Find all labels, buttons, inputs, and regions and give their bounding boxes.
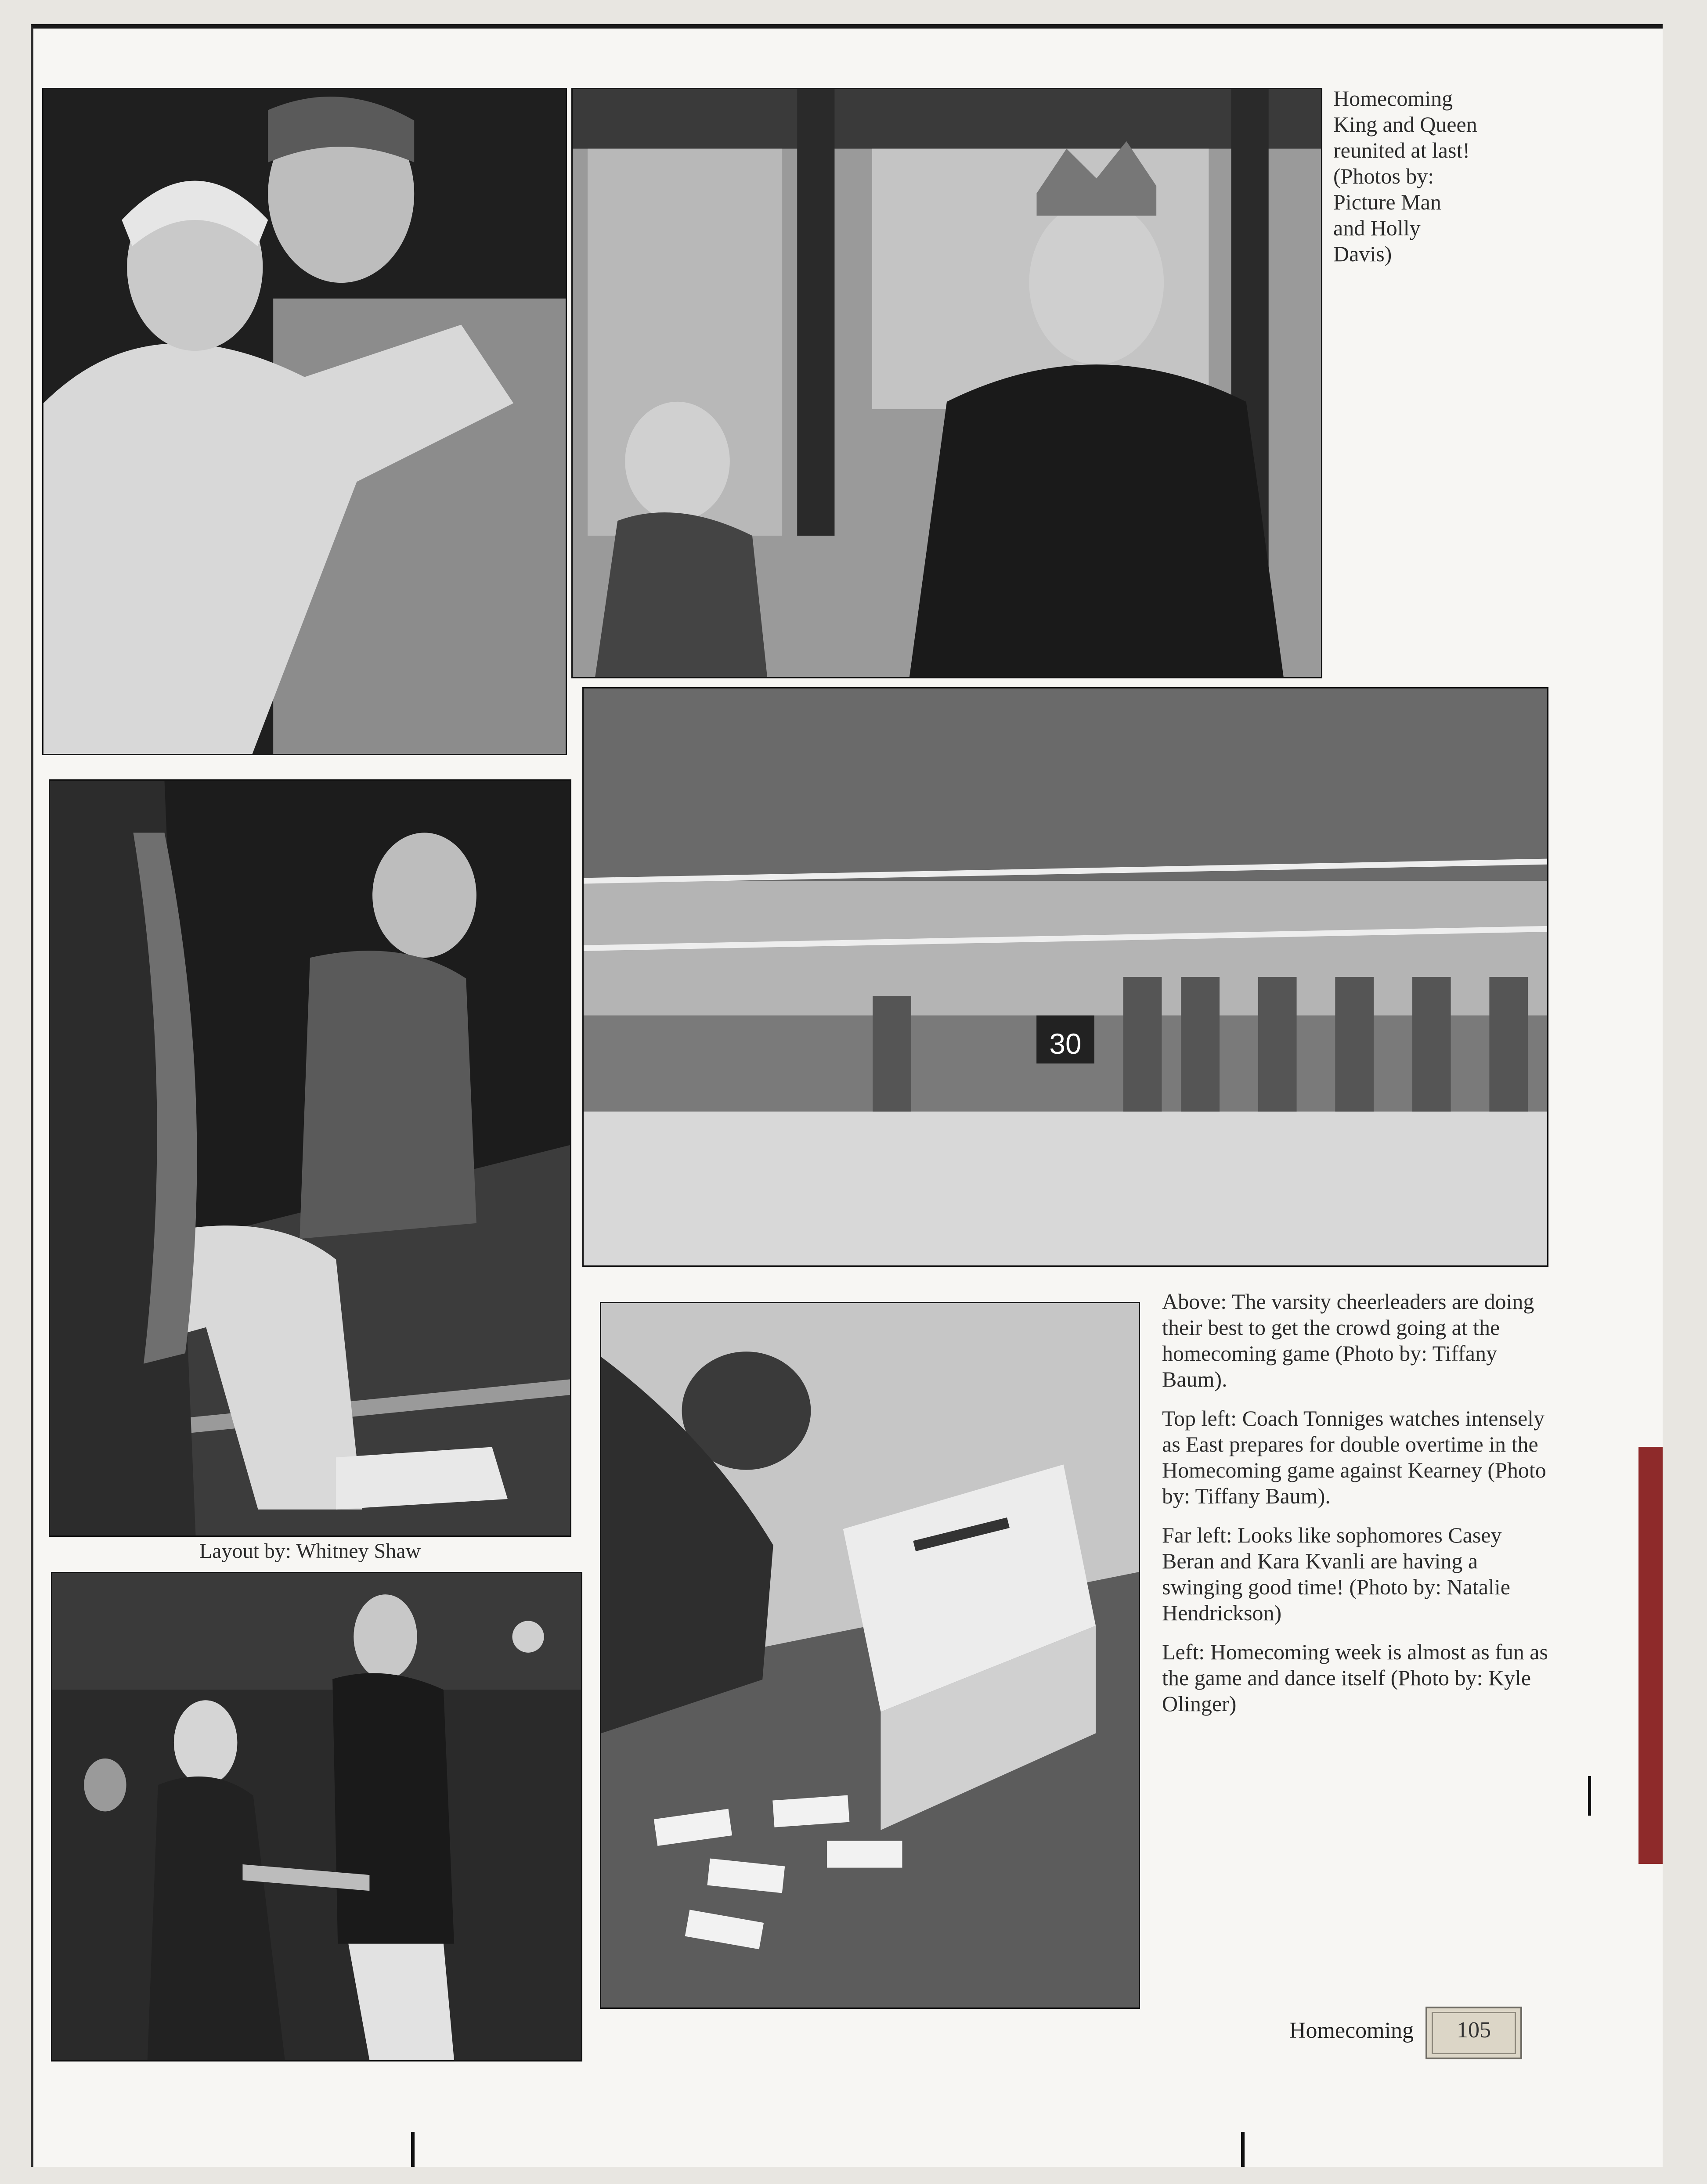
caption-block-right bbox=[1162, 1289, 1557, 1730]
yearbook-page bbox=[31, 24, 1663, 2167]
photo-king-queen bbox=[571, 88, 1322, 678]
caption-left: Left: Homecoming week is almost as fun as the game and dance itself (Photo by: Kyle Olinger) bbox=[1162, 1640, 1548, 1716]
crop-mark bbox=[1241, 2132, 1245, 2167]
caption-top-left: Top left: Coach Tonniges watches intensely as East prepares for double overtime in the Homecoming game against Kearney (Photo by: Tiffany Baum). bbox=[1162, 1406, 1546, 1508]
footer-section-title: Homecoming bbox=[1289, 2018, 1414, 2043]
caption-above: Above: The varsity cheerleaders are doing their best to get the crowd going at the homecoming game (Photo by: Tiffany Baum). bbox=[1162, 1289, 1534, 1391]
photo-cheerleaders bbox=[582, 687, 1548, 1267]
margin-tick bbox=[1588, 1776, 1591, 1816]
photo-ballot-box bbox=[600, 1302, 1140, 2009]
page-number: 105 bbox=[1457, 2018, 1491, 2043]
crop-mark bbox=[411, 2132, 415, 2167]
photo-coach-kneeling bbox=[49, 779, 571, 1537]
yard-marker: 30 bbox=[1049, 1027, 1082, 1060]
layout-credit: Layout by: Whitney Shaw bbox=[199, 1539, 421, 1563]
caption-king-queen: Homecoming King and Queen reunited at last! (Photos by: Picture Man and Holly Davis) bbox=[1333, 86, 1477, 266]
photo-couple-hug bbox=[42, 88, 567, 755]
page-number-badge bbox=[1426, 2007, 1522, 2059]
caption-far-left: Far left: Looks like sophomores Casey Beran and Kara Kvanli are having a swinging good time! (Photo by: Natalie Hendrickson) bbox=[1162, 1523, 1510, 1625]
section-tab bbox=[1638, 1447, 1663, 1864]
photo-dancing-couple bbox=[51, 1572, 582, 2061]
